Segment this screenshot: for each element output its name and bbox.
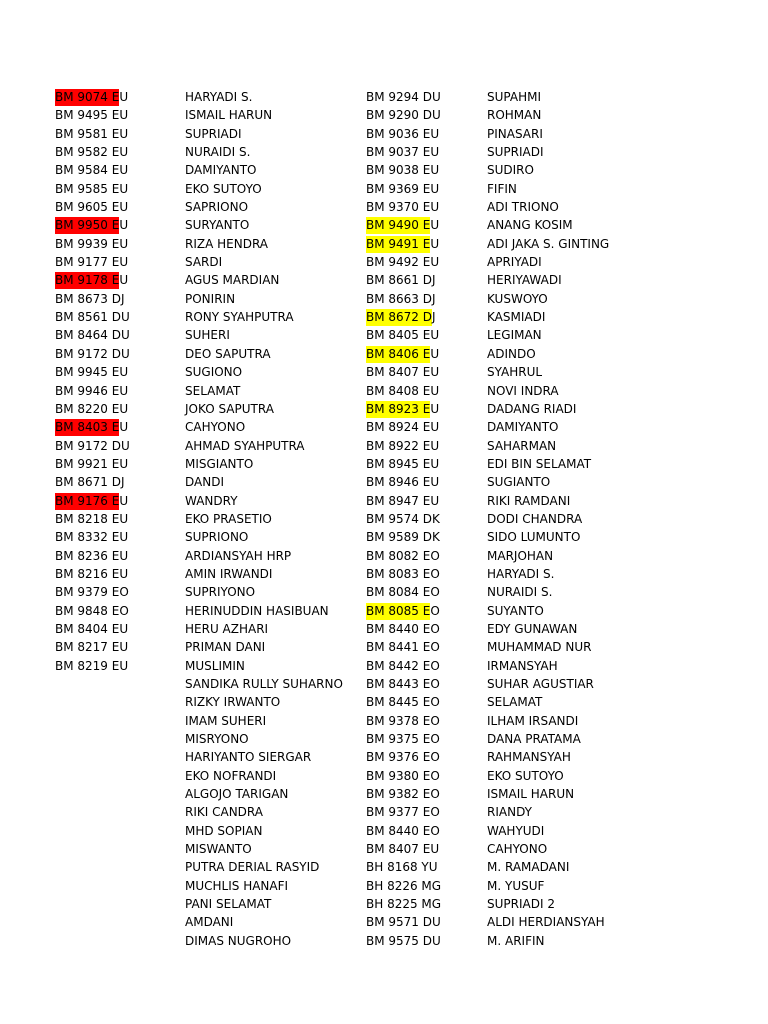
plate-suffix-text: U xyxy=(430,236,440,251)
plate-number-cell[interactable] xyxy=(366,602,441,620)
driver-name-cell[interactable]: SUYANTO xyxy=(487,603,544,618)
driver-name-cell[interactable]: PANI SELAMAT xyxy=(185,897,272,912)
plate-number-cell[interactable]: BM 9571 DU xyxy=(366,915,441,930)
plate-number-cell[interactable]: BM 8219 EU xyxy=(55,658,129,673)
driver-name-cell[interactable]: MUCHLIS HANAFI xyxy=(185,878,289,893)
plate-number-cell[interactable]: BM 8445 EO xyxy=(366,695,440,710)
plate-number-cell[interactable]: BH 8225 MG xyxy=(366,897,442,912)
plate-number-cell[interactable]: BM 9376 EO xyxy=(366,750,440,765)
driver-name-cell[interactable]: FIFIN xyxy=(487,181,517,196)
driver-name-cell[interactable]: HERINUDDIN HASIBUAN xyxy=(185,603,329,618)
driver-name-cell[interactable]: MISWANTO xyxy=(185,842,252,857)
plate-suffix-text: U xyxy=(119,420,129,435)
plate-number-cell[interactable]: BM 8236 EU xyxy=(55,548,129,563)
driver-name-cell[interactable]: SUHERI xyxy=(185,328,230,343)
driver-name-cell[interactable]: SUGIONO xyxy=(185,365,243,380)
driver-name-cell[interactable]: RIKI CANDRA xyxy=(185,805,263,820)
plate-number-cell[interactable]: BM 8945 EU xyxy=(366,456,440,471)
driver-name-cell[interactable]: M. RAMADANI xyxy=(487,860,570,875)
plate-number-cell[interactable]: BM 8464 DU xyxy=(55,328,130,343)
driver-name-cell[interactable]: HERU AZHARI xyxy=(185,621,269,636)
driver-name-cell[interactable]: KUSWOYO xyxy=(487,291,548,306)
plate-number-cell[interactable]: BM 9036 EU xyxy=(366,126,440,141)
driver-name-cell[interactable]: RIANDY xyxy=(487,805,532,820)
plate-number-cell[interactable]: BM 8407 EU xyxy=(366,842,440,857)
plate-suffix-text: U xyxy=(119,493,129,508)
plate-number-cell[interactable] xyxy=(366,235,441,253)
driver-name-cell[interactable]: PRIMAN DANI xyxy=(185,640,266,655)
plate-number-cell[interactable]: BM 8084 EO xyxy=(366,585,440,600)
plate-number-cell[interactable]: BM 9370 EU xyxy=(366,200,440,215)
highlighted-plate-text: BM 9491 E xyxy=(366,236,431,251)
driver-name-cell[interactable]: MUSLIMIN xyxy=(185,658,245,673)
plate-number-cell[interactable]: BM 9377 EO xyxy=(366,805,440,820)
plate-number-cell[interactable]: BM 8216 EU xyxy=(55,566,129,581)
driver-name-cell[interactable]: ADI JAKA S. GINTING xyxy=(487,236,610,251)
plate-number-cell[interactable]: BM 8947 EU xyxy=(366,493,440,508)
driver-name-cell[interactable]: AHMAD SYAHPUTRA xyxy=(185,438,305,453)
plate-number-cell[interactable]: BM 8663 DJ xyxy=(366,291,436,306)
plate-number-cell[interactable]: BM 8561 DU xyxy=(55,310,130,325)
plate-number-cell[interactable] xyxy=(366,308,441,326)
driver-name-cell[interactable]: ALDI HERDIANSYAH xyxy=(487,915,605,930)
plate-number-cell[interactable]: BM 8083 EO xyxy=(366,566,440,581)
driver-name-cell[interactable]: ROHMAN xyxy=(487,108,542,123)
plate-number-cell[interactable]: BM 8442 EO xyxy=(366,658,440,673)
driver-name-cell[interactable]: SAHARMAN xyxy=(487,438,557,453)
driver-name-cell[interactable]: HERIYAWADI xyxy=(487,273,562,288)
driver-name-column-right xyxy=(487,88,609,950)
driver-name-cell[interactable]: JOKO SAPUTRA xyxy=(185,401,274,416)
plate-number-cell[interactable]: BM 8671 DJ xyxy=(55,475,125,490)
plate-number-cell[interactable]: BH 8226 MG xyxy=(366,878,442,893)
highlighted-plate-text: BM 9178 E xyxy=(55,273,120,288)
plate-number-cell[interactable]: BM 8441 EO xyxy=(366,640,440,655)
plate-number-cell[interactable] xyxy=(55,271,130,289)
driver-name-cell[interactable]: LEGIMAN xyxy=(487,328,542,343)
driver-name-cell[interactable]: SUPRIADI xyxy=(487,145,544,160)
plate-number-cell[interactable]: BM 9574 DK xyxy=(366,511,440,526)
driver-name-cell[interactable]: EDY GUNAWAN xyxy=(487,621,578,636)
plate-number-cell[interactable]: BM 8332 EU xyxy=(55,530,129,545)
driver-name-cell[interactable]: PONIRIN xyxy=(185,291,236,306)
driver-name-cell[interactable]: EKO PRASETIO xyxy=(185,511,272,526)
plate-number-cell[interactable]: BM 8220 EU xyxy=(55,401,129,416)
plate-number-column-right xyxy=(366,88,441,950)
plate-number-cell[interactable]: BM 9290 DU xyxy=(366,108,441,123)
driver-name-cell[interactable]: ADI TRIONO xyxy=(487,200,559,215)
plate-number-cell[interactable] xyxy=(55,418,130,436)
plate-number-cell[interactable]: BM 9492 EU xyxy=(366,255,440,270)
plate-number-cell[interactable] xyxy=(366,216,441,234)
driver-name-cell[interactable]: RIZKY IRWANTO xyxy=(185,695,281,710)
driver-name-cell[interactable]: SANDIKA RULLY SUHARNO xyxy=(185,677,343,691)
plate-number-cell[interactable] xyxy=(366,400,441,418)
driver-name-cell[interactable]: RAHMANSYAH xyxy=(487,750,571,765)
plate-number-cell[interactable]: BM 8673 DJ xyxy=(55,291,125,306)
plate-number-cell[interactable]: BM 9172 DU xyxy=(55,438,130,453)
highlighted-plate-text: BM 9176 E xyxy=(55,493,120,508)
driver-name-cell[interactable]: RONY SYAHPUTRA xyxy=(185,310,294,325)
plate-number-cell[interactable]: BM 9585 EU xyxy=(55,181,129,196)
driver-name-cell[interactable]: DEO SAPUTRA xyxy=(185,346,271,361)
plate-number-cell[interactable] xyxy=(366,345,441,363)
driver-name-cell[interactable]: SYAHRUL xyxy=(487,365,543,380)
driver-name-cell[interactable]: RIZA HENDRA xyxy=(185,236,269,251)
driver-name-cell[interactable]: SUGIANTO xyxy=(487,475,551,490)
driver-name-cell[interactable]: MARJOHAN xyxy=(487,548,554,563)
driver-name-cell[interactable]: IMAM SUHERI xyxy=(185,713,267,728)
plate-number-cell[interactable] xyxy=(55,216,130,234)
driver-name-cell[interactable]: NOVI INDRA xyxy=(487,383,559,398)
highlighted-plate-text: BM 8923 E xyxy=(366,401,431,416)
highlighted-plate-text: BM 8403 E xyxy=(55,420,120,435)
plate-number-cell[interactable]: BM 8408 EU xyxy=(366,383,440,398)
plate-number-cell[interactable]: BM 8946 EU xyxy=(366,475,440,490)
plate-suffix-text: O xyxy=(430,603,440,618)
driver-name-cell[interactable]: WANDRY xyxy=(185,493,238,508)
plate-number-cell[interactable]: BM 9584 EU xyxy=(55,163,129,178)
driver-name-cell[interactable]: ISMAIL HARUN xyxy=(185,108,273,123)
driver-name-cell[interactable]: DADANG RIADI xyxy=(487,401,577,416)
plate-suffix-text: J xyxy=(432,310,436,325)
plate-number-cell[interactable]: BM 8082 EO xyxy=(366,548,440,563)
plate-number-cell[interactable]: BM 9945 EU xyxy=(55,365,129,380)
driver-name-cell[interactable]: DAMIYANTO xyxy=(185,163,257,178)
plate-number-cell[interactable]: BM 9921 EU xyxy=(55,456,129,471)
driver-name-cell[interactable]: SARDI xyxy=(185,255,223,270)
plate-number-cell[interactable]: BM 9581 EU xyxy=(55,126,129,141)
plate-number-cell[interactable]: BM 9939 EU xyxy=(55,236,129,251)
driver-name-cell[interactable]: EKO SUTOYO xyxy=(487,768,564,783)
driver-name-cell[interactable]: DANDI xyxy=(185,475,224,490)
driver-name-cell[interactable]: AMDANI xyxy=(185,915,234,930)
highlighted-plate-text: BM 8085 E xyxy=(366,603,431,618)
driver-name-cell[interactable]: HARYADI S. xyxy=(487,566,555,581)
driver-name-cell[interactable]: DIMAS NUGROHO xyxy=(185,933,292,948)
highlighted-plate-text: BM 9490 E xyxy=(366,218,431,233)
driver-name-cell[interactable]: NURAIDI S. xyxy=(487,585,553,600)
driver-name-cell[interactable]: SELAMAT xyxy=(487,695,543,710)
plate-number-cell[interactable]: BM 9177 EU xyxy=(55,255,129,270)
driver-name-column-left xyxy=(185,88,343,950)
driver-name-cell[interactable]: SUPRIADI xyxy=(185,126,242,141)
plate-suffix-text: U xyxy=(430,218,440,233)
plate-number-cell[interactable]: BM 8443 EO xyxy=(366,677,440,691)
driver-name-cell[interactable]: CAHYONO xyxy=(487,842,548,857)
plate-number-cell[interactable]: BM 8661 DJ xyxy=(366,273,436,288)
plate-number-cell[interactable]: BM 9037 EU xyxy=(366,145,440,160)
plate-number-cell[interactable]: BM 8218 EU xyxy=(55,511,129,526)
highlighted-plate-text: BM 8672 D xyxy=(366,310,432,325)
driver-name-cell[interactable]: SUPRIADI 2 xyxy=(487,897,555,912)
driver-name-cell[interactable]: MISRYONO xyxy=(185,732,249,747)
plate-number-cell[interactable]: BH 8168 YU xyxy=(366,860,438,875)
driver-name-cell[interactable]: HARIYANTO SIERGAR xyxy=(185,750,312,765)
plate-number-cell[interactable]: BM 9382 EO xyxy=(366,787,440,802)
plate-number-cell[interactable]: BM 8440 EO xyxy=(366,823,440,838)
driver-name-cell[interactable]: PINASARI xyxy=(487,126,543,141)
plate-number-cell[interactable]: BM 9379 EO xyxy=(55,585,129,600)
driver-name-cell[interactable]: HARYADI S. xyxy=(185,90,253,104)
plate-number-cell[interactable]: BM 8407 EU xyxy=(366,365,440,380)
driver-name-cell[interactable]: KASMIADI xyxy=(487,310,546,325)
plate-number-cell[interactable]: BM 8922 EU xyxy=(366,438,440,453)
plate-number-cell[interactable]: BM 9495 EU xyxy=(55,108,129,123)
plate-number-cell[interactable]: BM 9605 EU xyxy=(55,200,129,215)
driver-name-cell[interactable]: IRMANSYAH xyxy=(487,658,558,673)
driver-name-cell[interactable]: SUDIRO xyxy=(487,163,534,178)
plate-suffix-text: U xyxy=(119,273,129,288)
driver-name-cell[interactable]: AGUS MARDIAN xyxy=(185,273,280,288)
plate-number-cell[interactable]: BM 9378 EO xyxy=(366,713,440,728)
driver-name-cell[interactable]: NURAIDI S. xyxy=(185,145,251,160)
driver-name-cell[interactable]: MHD SOPIAN xyxy=(185,823,263,838)
driver-name-cell[interactable]: EKO NOFRANDI xyxy=(185,768,277,783)
plate-suffix-text: U xyxy=(119,90,129,104)
plate-suffix-text: U xyxy=(430,346,440,361)
plate-number-cell[interactable]: BM 9294 DU xyxy=(366,90,441,104)
plate-suffix-text: U xyxy=(430,401,440,416)
driver-name-cell[interactable]: SUHAR AGUSTIAR xyxy=(487,677,594,691)
plate-number-cell[interactable]: BM 9575 DU xyxy=(366,933,441,948)
driver-name-cell[interactable]: ADINDO xyxy=(487,346,536,361)
driver-name-cell[interactable]: DAMIYANTO xyxy=(487,420,559,435)
driver-name-cell[interactable]: SURYANTO xyxy=(185,218,250,233)
highlighted-plate-text: BM 8406 E xyxy=(366,346,431,361)
plate-number-cell[interactable] xyxy=(55,88,130,106)
driver-name-cell[interactable]: ARDIANSYAH HRP xyxy=(185,548,292,563)
plate-number-cell[interactable]: BM 9375 EO xyxy=(366,732,440,747)
driver-name-cell[interactable]: EDI BIN SELAMAT xyxy=(487,456,592,471)
driver-name-cell[interactable]: EKO SUTOYO xyxy=(185,181,262,196)
driver-name-cell[interactable]: SELAMAT xyxy=(185,383,241,398)
plate-number-cell[interactable]: BM 9380 EO xyxy=(366,768,440,783)
driver-name-cell[interactable]: DODI CHANDRA xyxy=(487,511,583,526)
driver-name-cell[interactable]: SIDO LUMUNTO xyxy=(487,530,581,545)
plate-number-cell[interactable]: BM 9172 DU xyxy=(55,346,130,361)
plate-number-cell[interactable]: BM 9946 EU xyxy=(55,383,129,398)
driver-name-cell[interactable]: RIKI RAMDANI xyxy=(487,493,571,508)
driver-name-cell[interactable]: SAPRIONO xyxy=(185,200,249,215)
driver-name-cell[interactable]: ISMAIL HARUN xyxy=(487,787,575,802)
driver-name-cell[interactable]: SUPAHMI xyxy=(487,90,541,104)
driver-name-cell[interactable]: M. YUSUF xyxy=(487,878,545,893)
driver-name-cell[interactable]: ANANG KOSIM xyxy=(487,218,573,233)
plate-number-column-left xyxy=(56,88,131,675)
driver-name-cell[interactable]: WAHYUDI xyxy=(487,823,545,838)
driver-name-cell[interactable]: PUTRA DERIAL RASYID xyxy=(185,860,320,875)
driver-name-cell[interactable]: ILHAM IRSANDI xyxy=(487,713,579,728)
driver-name-cell[interactable]: M. ARIFIN xyxy=(487,933,545,948)
driver-name-cell[interactable]: SUPRIYONO xyxy=(185,585,256,600)
plate-number-cell[interactable]: BM 8404 EU xyxy=(55,621,129,636)
driver-name-cell[interactable]: APRIYADI xyxy=(487,255,542,270)
plate-number-cell[interactable]: BM 8217 EU xyxy=(55,640,129,655)
driver-name-cell[interactable]: DANA PRATAMA xyxy=(487,732,581,747)
plate-number-cell[interactable]: BM 8924 EU xyxy=(366,420,440,435)
plate-number-cell[interactable]: BM 8440 EO xyxy=(366,621,440,636)
driver-name-cell[interactable]: AMIN IRWANDI xyxy=(185,566,273,581)
highlighted-plate-text: BM 9074 E xyxy=(55,90,120,104)
plate-number-cell[interactable]: BM 8405 EU xyxy=(366,328,440,343)
plate-number-cell[interactable]: BM 9848 EO xyxy=(55,603,129,618)
driver-name-cell[interactable]: CAHYONO xyxy=(185,420,246,435)
driver-name-cell[interactable]: MISGIANTO xyxy=(185,456,254,471)
plate-suffix-text: U xyxy=(119,218,129,233)
plate-number-cell[interactable]: BM 9589 DK xyxy=(366,530,440,545)
driver-name-cell[interactable]: SUPRIONO xyxy=(185,530,249,545)
driver-name-cell[interactable]: ALGOJO TARIGAN xyxy=(185,787,289,802)
plate-number-cell[interactable] xyxy=(55,492,130,510)
plate-number-cell[interactable]: BM 9582 EU xyxy=(55,145,129,160)
plate-number-cell[interactable]: BM 9369 EU xyxy=(366,181,440,196)
driver-name-cell[interactable]: MUHAMMAD NUR xyxy=(487,640,592,655)
highlighted-plate-text: BM 9950 E xyxy=(55,218,120,233)
plate-number-cell[interactable]: BM 9038 EU xyxy=(366,163,440,178)
